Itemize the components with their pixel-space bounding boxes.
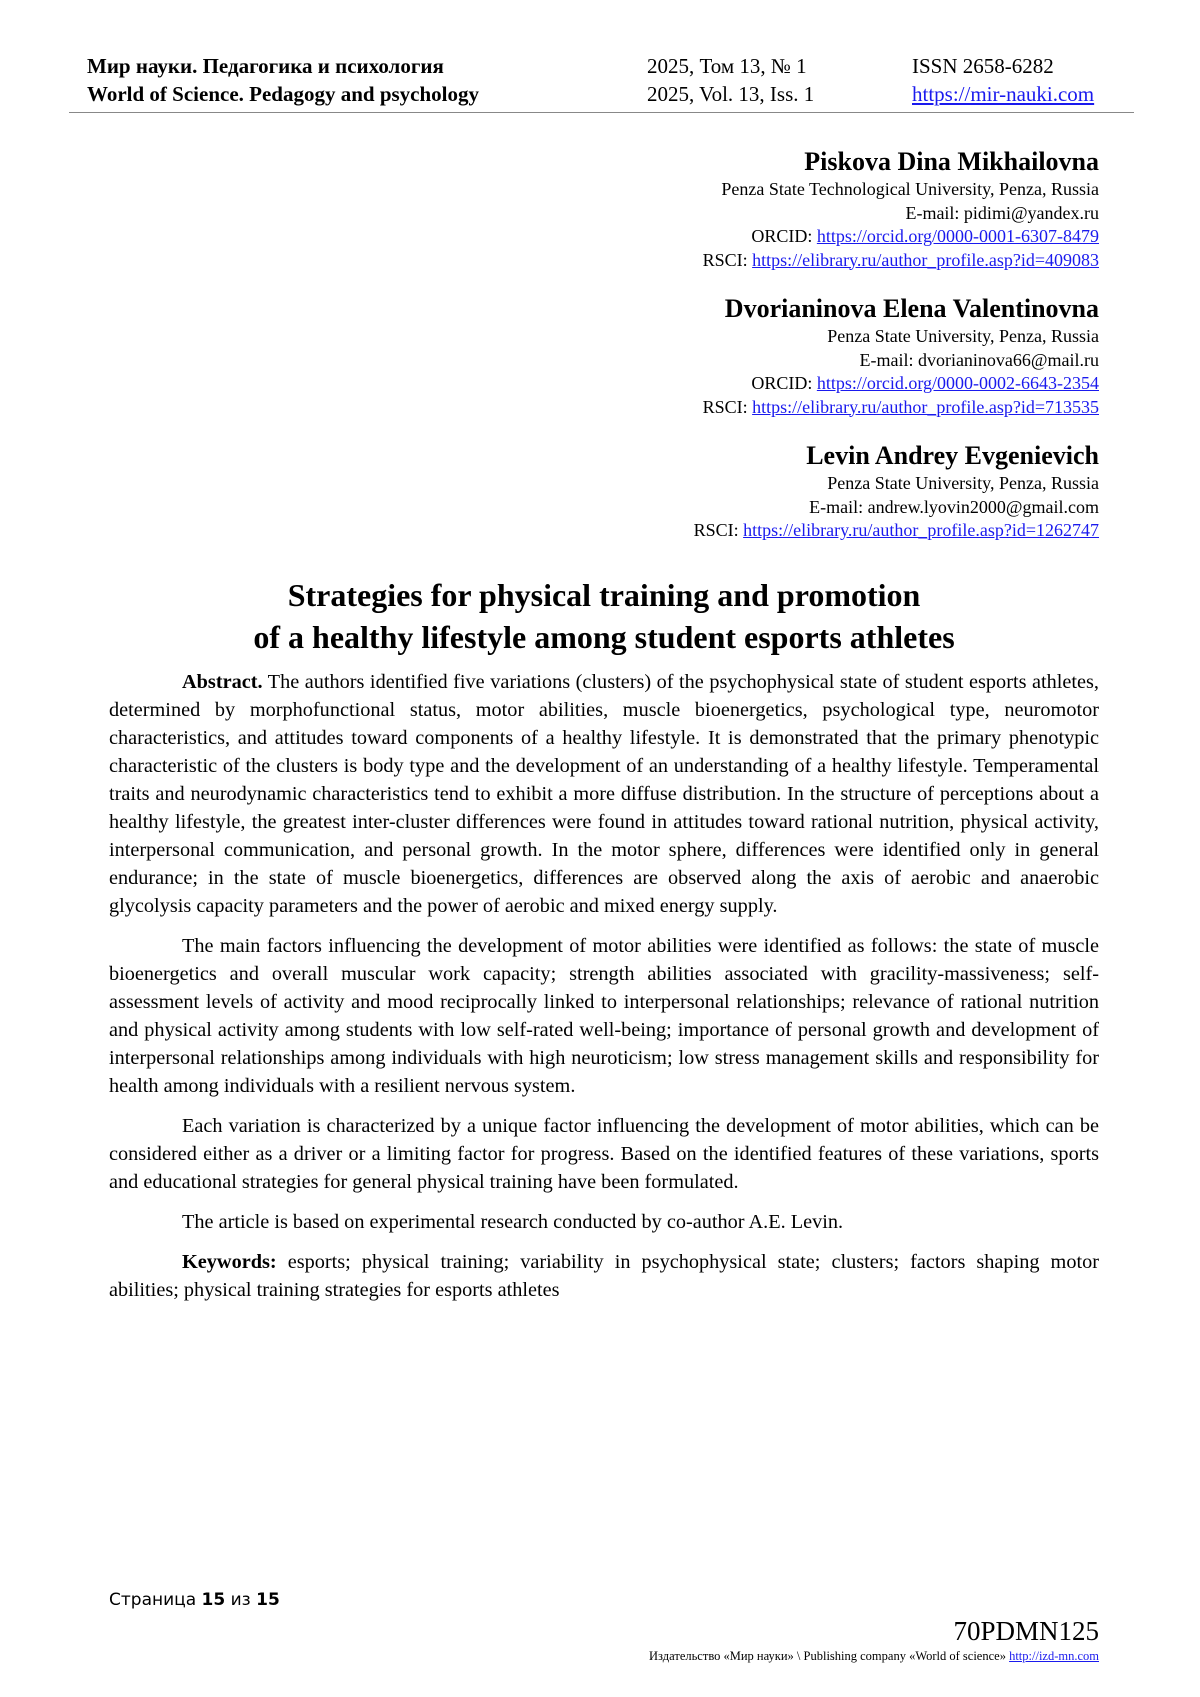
paragraph-4: The article is based on experimental research conducted by co-author A.E. Levin. xyxy=(182,1211,844,1233)
paragraph-2: The main factors influencing the development of motor abilities were identified as follows: the state of muscle bioenergetics and overall muscular work capacity; strength abilities associated with gracility-massiveness; self-assessment levels of activity and mood reciprocally linked to interpersonal relationships; relevance of rational nutrition and physical activity among students with low self-rated well-being; importance of personal growth and development of interpersonal relationships among individuals with high neuroticism; low stress management skills and responsibility for health among individuals with a resilient nervous system. xyxy=(109,935,1099,1097)
author-2 xyxy=(694,293,1099,419)
rsci-label: RSCI: xyxy=(702,396,753,417)
publisher-line xyxy=(649,1649,1099,1664)
author-email: E-mail: dvorianinova66@mail.ru xyxy=(859,349,1099,370)
author-affiliation: Penza State Technological University, Penza, Russia xyxy=(721,179,1099,199)
rsci-link[interactable]: https://elibrary.ru/author_profile.asp?id=409083 xyxy=(752,249,1099,270)
keywords-text: esports; physical training; variability in psychophysical state; clusters; factors shaping motor abilities; physical training strategies for esports athletes xyxy=(109,1251,1099,1301)
keywords-paragraph xyxy=(109,1248,1099,1304)
paragraph-3: Each variation is characterized by a unique factor influencing the development of motor abilities, which can be considered either as a driver or a limiting factor for progress. Based on the identified features of these variations, sports and educational strategies for general physical training have been formulated. xyxy=(109,1115,1099,1193)
article-title xyxy=(109,574,1099,658)
authors-block xyxy=(694,146,1099,564)
author-affiliation: Penza State University, Penza, Russia xyxy=(827,326,1099,346)
rsci-label: RSCI: xyxy=(693,520,744,540)
rsci-label: RSCI: xyxy=(702,249,753,270)
author-1 xyxy=(694,146,1099,272)
publisher-text: Издательство «Мир науки» \ Publishing company «World of science» xyxy=(649,1649,1010,1663)
header-divider xyxy=(69,112,1134,113)
rsci-link[interactable]: https://elibrary.ru/author_profile.asp?id=1262747 xyxy=(743,520,1099,540)
keywords-label: Keywords: xyxy=(182,1251,277,1273)
orcid-link[interactable]: https://orcid.org/0000-0001-6307-8479 xyxy=(816,226,1099,246)
author-email: E-mail: andrew.lyovin2000@gmail.com xyxy=(809,496,1099,517)
author-email: E-mail: pidimi@yandex.ru xyxy=(905,202,1099,223)
author-3 xyxy=(694,440,1099,543)
page-current: 15 xyxy=(201,1590,226,1610)
issue-info xyxy=(647,52,814,108)
author-name: Dvorianinova Elena Valentinovna xyxy=(724,294,1099,323)
page-number xyxy=(109,1590,280,1610)
orcid-label: ORCID: xyxy=(751,226,817,246)
article-body xyxy=(109,668,1099,1316)
page-prefix: Страница xyxy=(109,1590,202,1610)
abstract-label: Abstract. xyxy=(182,671,263,693)
title-line-2: of a healthy lifestyle among student esports athletes xyxy=(253,619,955,655)
author-affiliation: Penza State University, Penza, Russia xyxy=(827,473,1099,493)
issue-ru: 2025, Том 13, № 1 xyxy=(647,54,807,78)
issn-info xyxy=(912,52,1094,108)
issue-en: 2025, Vol. 13, Iss. 1 xyxy=(647,82,815,106)
rsci-link[interactable]: https://elibrary.ru/author_profile.asp?id=713535 xyxy=(752,396,1099,417)
journal-title-ru: Мир науки. Педагогика и психология xyxy=(87,54,444,78)
author-name: Piskova Dina Mikhailovna xyxy=(804,147,1099,176)
publisher-link[interactable]: http://izd-mn.com xyxy=(1009,1649,1099,1663)
author-name: Levin Andrey Evgenievich xyxy=(806,441,1099,470)
title-line-1: Strategies for physical training and promotion xyxy=(287,577,921,613)
journal-title xyxy=(87,52,479,108)
abstract-paragraph xyxy=(109,668,1099,920)
abstract-text: The authors identified five variations (clusters) of the psychophysical state of student esports athletes, determined by morphofunctional status, motor abilities, muscle bioenergetics, psychological type, neuromotor characteristics, and attitudes toward components of a healthy lifestyle. It is demonstrated that the primary phenotypic characteristic of the clusters is body type and the development of an understanding of a healthy lifestyle. Temperamental traits and neurodynamic characteristics tend to exhibit a more diffuse distribution. In the structure of perceptions about a healthy lifestyle, the greatest inter-cluster differences were found in attitudes toward rational nutrition, physical activity, interpersonal communication, and personal growth. In the motor sphere, differences were identified only in general endurance; in the state of muscle bioenergetics, differences are observed along the axis of aerobic and anaerobic glycolysis capacity parameters and the power of aerobic and mixed energy supply. xyxy=(109,671,1099,917)
orcid-link[interactable]: https://orcid.org/0000-0002-6643-2354 xyxy=(816,373,1099,393)
article-code: 70PDMN125 xyxy=(953,1616,1099,1646)
page-mid: из xyxy=(225,1590,257,1610)
page-total: 15 xyxy=(256,1590,280,1610)
orcid-label: ORCID: xyxy=(751,373,817,393)
issn: ISSN 2658-6282 xyxy=(912,54,1054,78)
journal-site-link[interactable]: https://mir-nauki.com xyxy=(912,82,1095,106)
journal-title-en: World of Science. Pedagogy and psychology xyxy=(87,82,480,106)
